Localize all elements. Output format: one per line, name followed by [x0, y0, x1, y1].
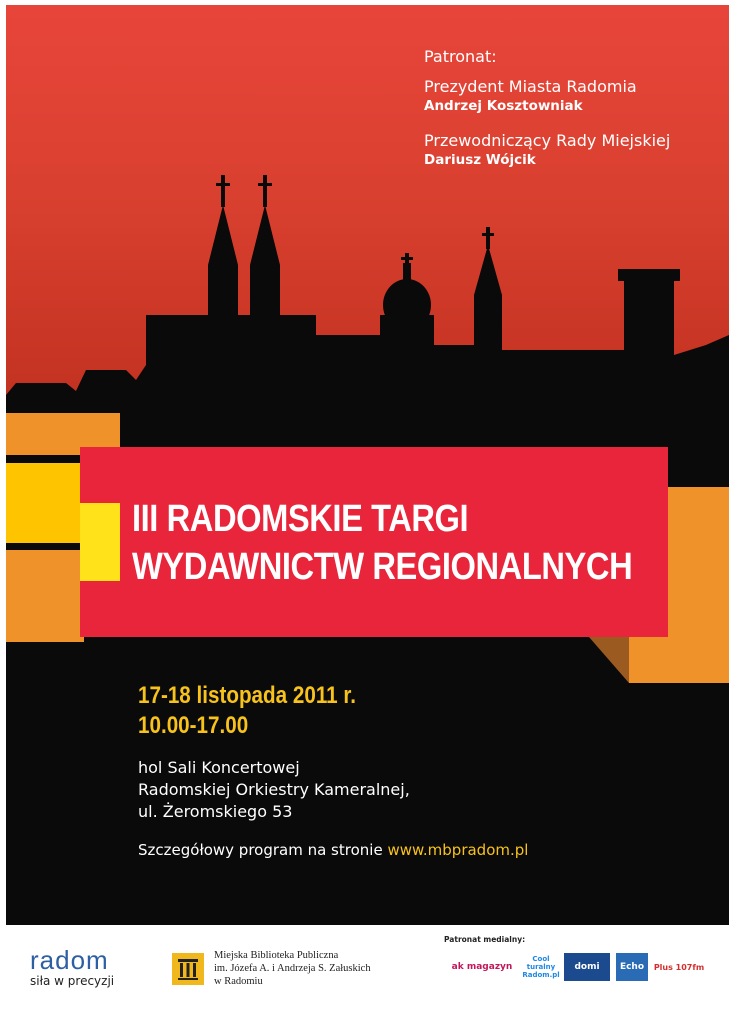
program-link[interactable]: www.mbpradom.pl	[387, 841, 529, 859]
event-hours: 10.00-17.00	[138, 712, 249, 739]
patronage-block	[424, 47, 724, 169]
patron-name-council: Dariusz Wójcik	[424, 152, 536, 168]
venue-block	[138, 757, 410, 823]
venue-line: hol Sali Koncertowej	[138, 758, 300, 777]
program-text: Szczegółowy program na stronie	[138, 841, 383, 859]
radom-city-logo	[30, 945, 140, 995]
radom-logo-word: radom	[30, 945, 109, 975]
venue-line: Radomskiej Orkiestry Kameralnej,	[138, 780, 410, 799]
media-logo-cool: Cool turalny Radom.pl	[522, 955, 560, 979]
title-yellow-accent	[80, 503, 120, 581]
venue-address: ul. Żeromskiego 53	[138, 802, 293, 821]
library-name	[214, 949, 371, 988]
media-logo-plus: Plus 107fm	[653, 962, 705, 972]
media-logo-akmagazyn: ak magazyn	[451, 962, 513, 972]
library-line: w Radomiu	[214, 976, 263, 987]
yellow-band	[6, 463, 84, 543]
library-logo-icon	[172, 953, 204, 985]
patronage-heading: Patronat:	[424, 47, 497, 66]
media-logo-domi: domi	[564, 953, 610, 981]
poster	[6, 5, 729, 925]
media-patronage-title: Patronat medialny:	[444, 935, 526, 944]
library-line: Miejska Biblioteka Publiczna	[214, 950, 339, 961]
radom-slogan: siła w precyzji	[30, 974, 115, 988]
band-shadow	[589, 637, 629, 683]
media-logo-echo: Echo	[616, 953, 648, 981]
library-line: im. Józefa A. i Andrzeja S. Załuskich	[214, 963, 371, 974]
event-title	[132, 495, 632, 591]
patron-role-council: Przewodniczący Rady Miejskiej	[424, 131, 671, 150]
sponsor-footer	[0, 925, 737, 1024]
event-date-block	[138, 681, 356, 741]
event-title-line2: WYDAWNICTW REGIONALNYCH	[132, 546, 633, 588]
patron-role-mayor: Prezydent Miasta Radomia	[424, 77, 637, 96]
patron-name-mayor: Andrzej Kosztowniak	[424, 98, 583, 114]
event-date: 17-18 listopada 2011 r.	[138, 682, 357, 709]
event-title-line1: III RADOMSKIE TARGI	[132, 498, 469, 540]
orange-band	[6, 550, 84, 642]
program-info	[138, 841, 528, 859]
